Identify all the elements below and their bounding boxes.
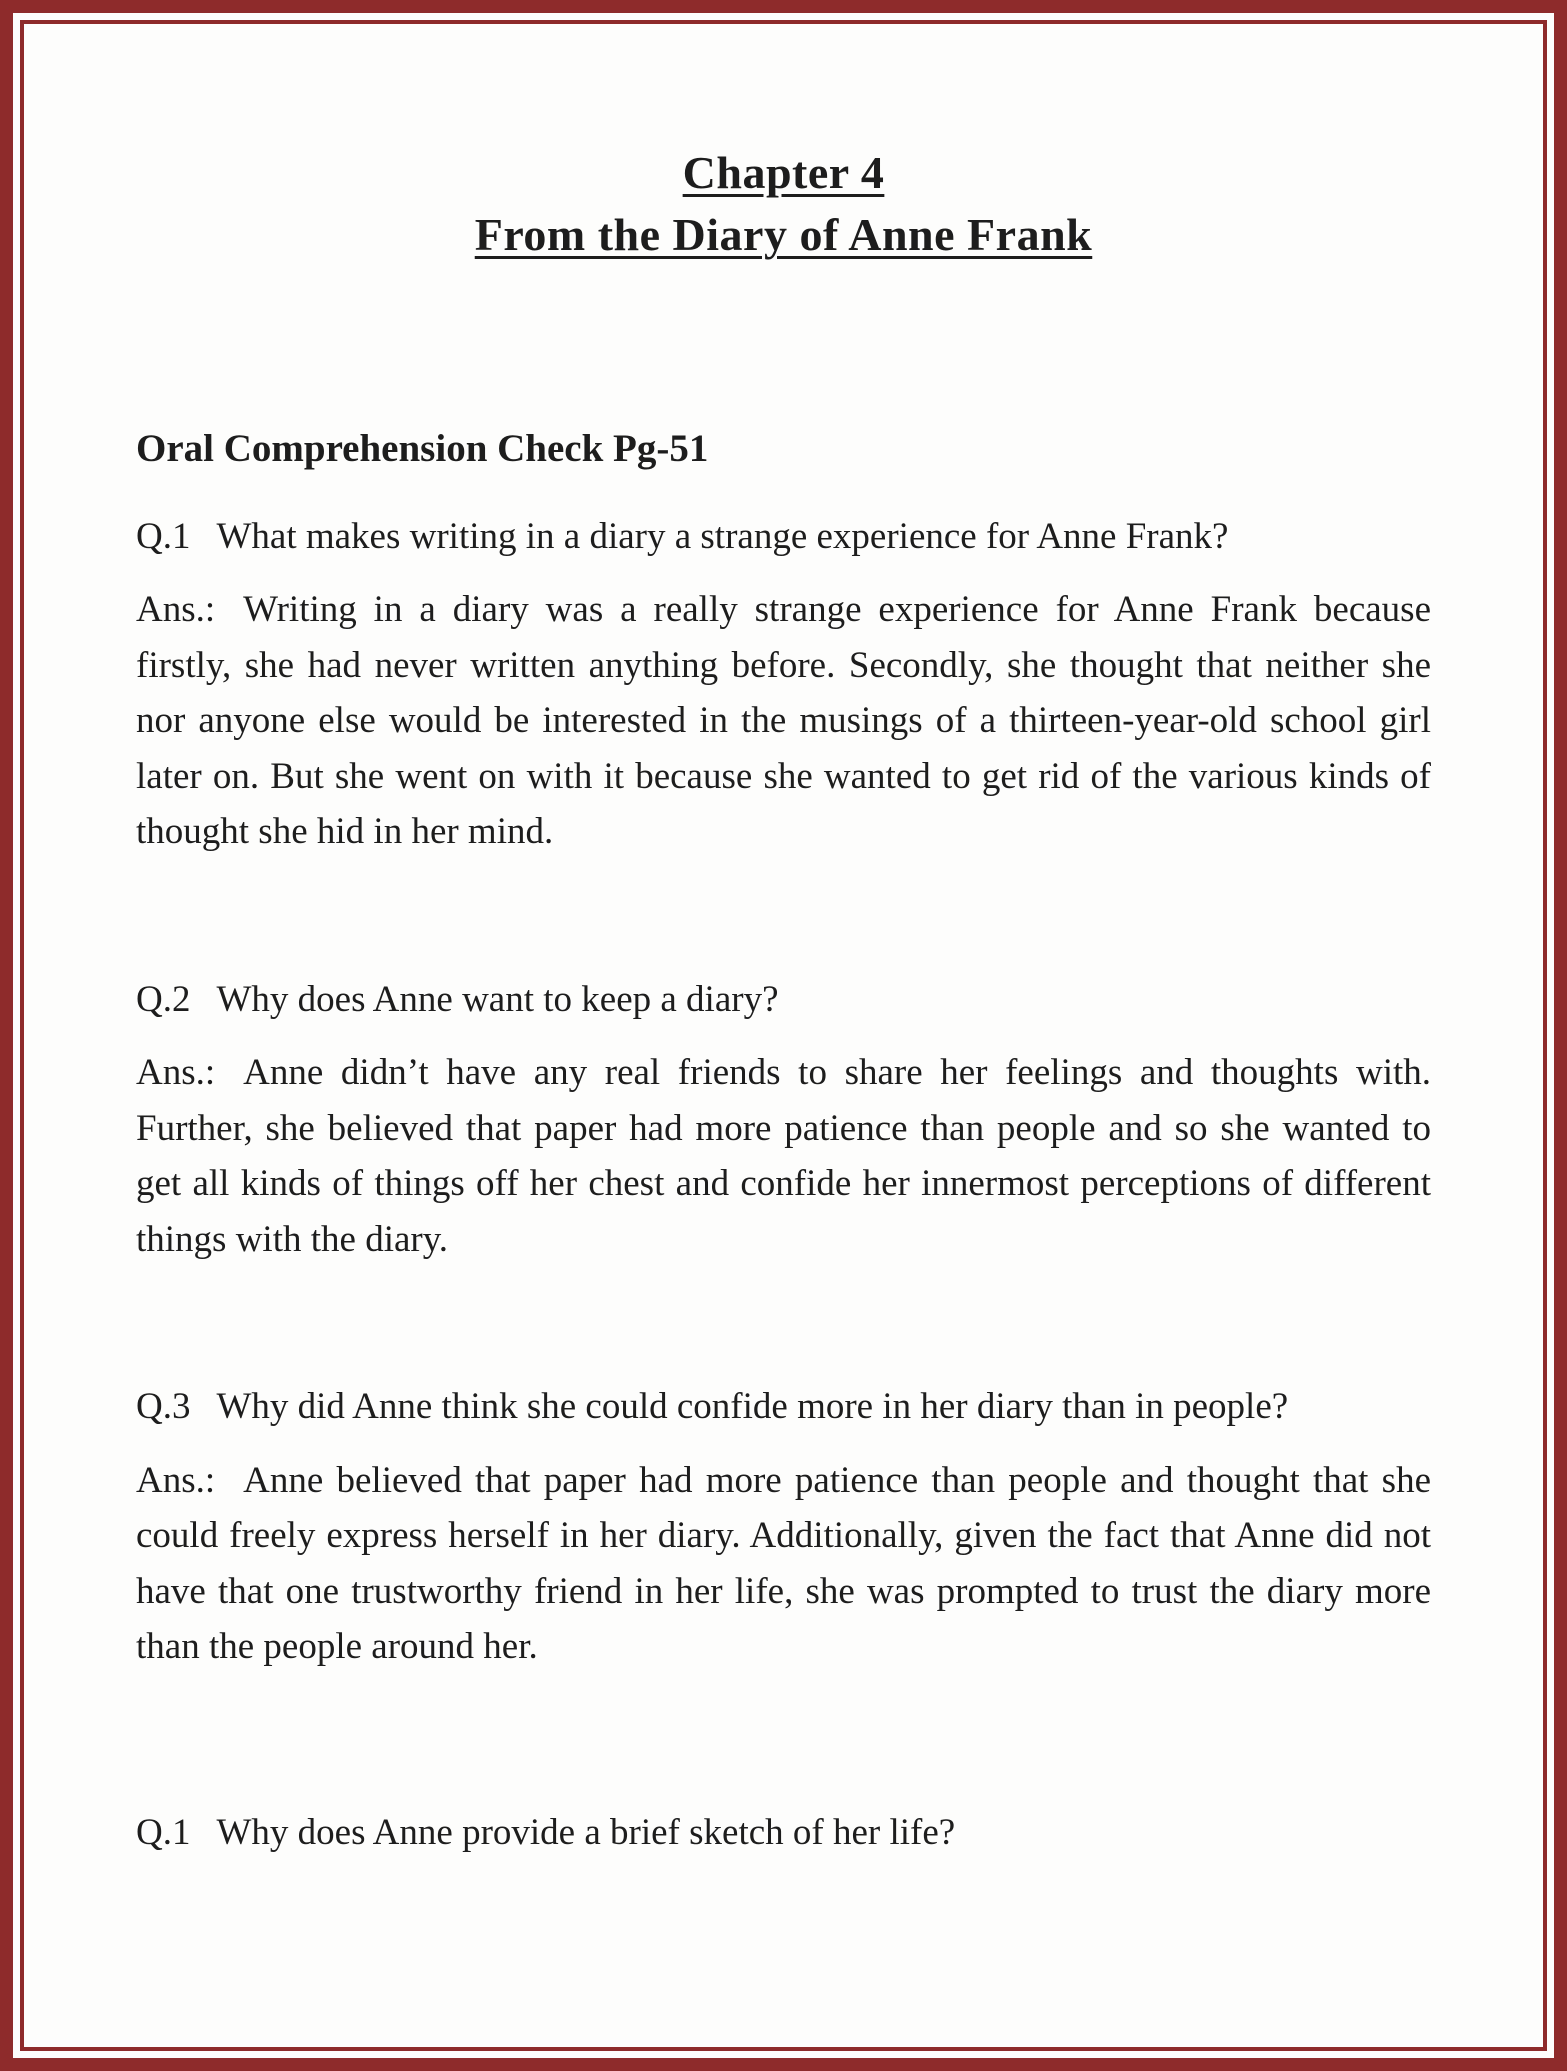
chapter-number: Chapter 4 [682, 147, 885, 198]
qa-block-3 [136, 1379, 1431, 1675]
chapter-name: From the Diary of Anne Frank [474, 209, 1093, 261]
question-2 [136, 972, 1431, 1028]
qa-block-1 [136, 509, 1431, 860]
answer-1-label: Ans.: [136, 589, 216, 631]
section-heading: Oral Comprehension Check Pg-51 [136, 427, 709, 471]
question-3 [136, 1379, 1431, 1435]
chapter-title [136, 142, 1431, 266]
answer-3-label: Ans.: [136, 1459, 216, 1501]
question-3-text: Why did Anne think she could confide more in her diary than in people? [216, 1386, 1289, 1428]
trailing-question-text: Why does Anne provide a brief sketch of her life? [216, 1811, 956, 1853]
question-1 [136, 509, 1431, 565]
answer-3-text: Anne believed that paper had more patience than people and thought that she could freely express herself in her diary. Additionally, given the fact that Anne did not have that one trustworthy friend in her life, she was prompted to trust the diary more than the people around her. [136, 1459, 1431, 1668]
question-3-label: Q.3 [136, 1386, 191, 1428]
trailing-question-label: Q.1 [136, 1811, 191, 1853]
question-1-label: Q.1 [136, 515, 191, 557]
answer-1-text: Writing in a diary was a really strange experience for Anne Frank because firstly, she had never written anything before. Secondly, she thought that neither she nor anyone else would be interested in the musings of a thirteen-year-old school girl later on. But she went on with it because she wanted to get rid of the various kinds of thought she hid in her mind. [136, 589, 1431, 853]
answer-1 [136, 582, 1431, 860]
question-2-text: Why does Anne want to keep a diary? [216, 978, 779, 1020]
question-1-text: What makes writing in a diary a strange experience for Anne Frank? [216, 515, 1229, 557]
page-inner-border [20, 20, 1547, 2051]
qa-block-2 [136, 972, 1431, 1268]
question-2-label: Q.2 [136, 978, 191, 1020]
answer-2 [136, 1045, 1431, 1267]
answer-3 [136, 1453, 1431, 1675]
answer-2-label: Ans.: [136, 1052, 216, 1094]
trailing-question [136, 1805, 1431, 1861]
answer-2-text: Anne didn’t have any real friends to share her feelings and thoughts with. Further, she believed that paper had more patience than people and so she wanted to get all kinds of things off her chest and confide her innermost perceptions of different things with the diary. [136, 1052, 1431, 1260]
